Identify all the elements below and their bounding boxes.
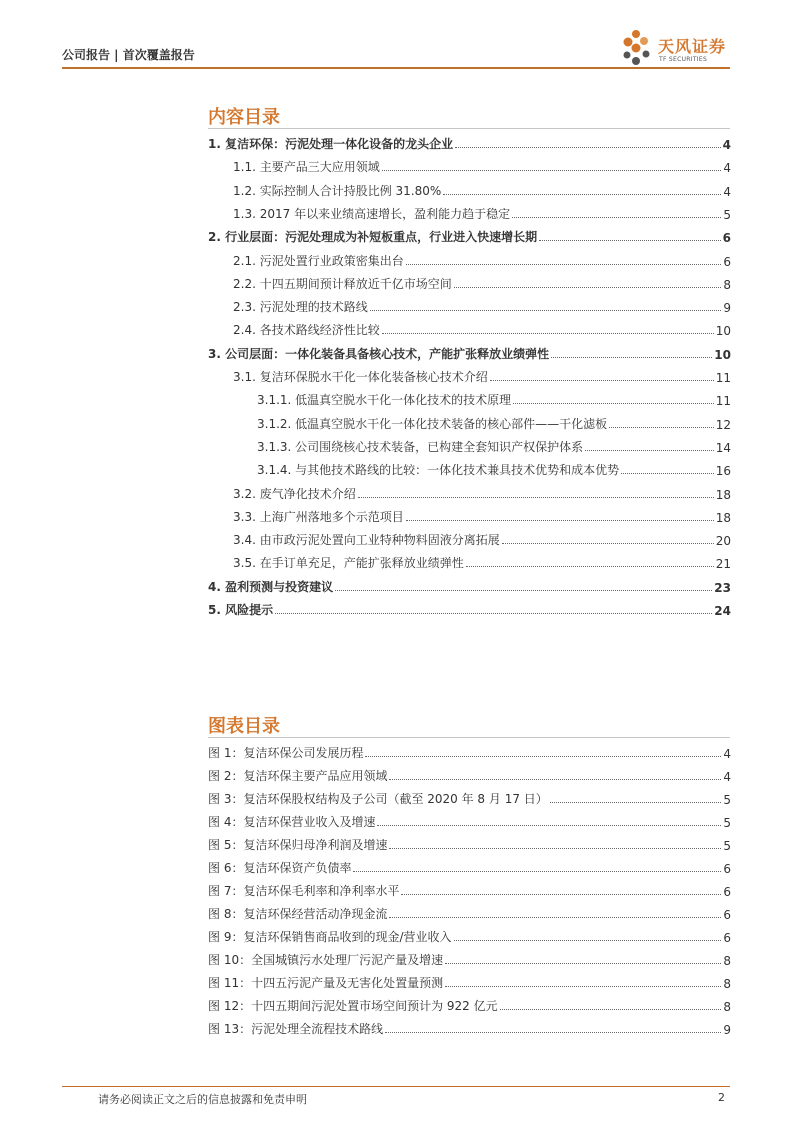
report-type-label: 公司报告 | 首次覆盖报告 [62, 48, 195, 62]
figure-entry[interactable] [208, 904, 731, 922]
figure-entry-page: 5 [723, 816, 731, 830]
toc-leader-dots [585, 450, 714, 451]
toc-entry[interactable] [233, 507, 731, 525]
toc-entry-page: 23 [714, 580, 731, 595]
figure-leader-dots [401, 894, 721, 895]
toc-leader-dots [455, 147, 721, 148]
toc-entry[interactable] [233, 530, 731, 548]
toc-entry-page: 8 [723, 277, 731, 292]
figure-entry-title: 图 10：全国城镇污水处理厂污泥产量及增速 [208, 953, 444, 967]
toc-entry[interactable] [233, 553, 731, 571]
figure-entry-page: 4 [723, 747, 731, 761]
toc-leader-dots [539, 240, 721, 241]
toc-entry-page: 12 [715, 417, 731, 432]
figure-entry[interactable] [208, 766, 731, 784]
figure-entry-page: 8 [723, 954, 731, 968]
figure-leader-dots [445, 986, 721, 987]
toc-entry-title: 1.2. 实际控制人合计持股比例 31.80% [233, 183, 442, 198]
figures-title-underline [208, 737, 730, 738]
toc-entry-page: 14 [715, 440, 731, 455]
figure-entry[interactable] [208, 812, 731, 830]
figure-leader-dots [500, 1009, 722, 1010]
toc-leader-dots [502, 543, 714, 544]
toc-entry[interactable] [233, 367, 731, 385]
toc-entry[interactable] [208, 577, 731, 595]
toc-leader-dots [551, 357, 712, 358]
figure-entry-page: 6 [723, 862, 731, 876]
figure-entry[interactable] [208, 973, 731, 991]
figure-entry[interactable] [208, 881, 731, 899]
figure-leader-dots [365, 756, 721, 757]
toc-leader-dots [406, 520, 714, 521]
toc-leader-dots [621, 473, 714, 474]
toc-leader-dots [275, 613, 712, 614]
toc-entry[interactable] [208, 600, 731, 618]
figure-entry-title: 图 3：复洁环保股权结构及子公司（截至 2020 年 8 月 17 日） [208, 792, 548, 806]
figure-entry[interactable] [208, 1019, 731, 1037]
toc-entry-page: 10 [715, 324, 731, 339]
toc-entry-page: 18 [715, 487, 731, 502]
toc-entry-page: 4 [723, 184, 731, 199]
toc-leader-dots [490, 380, 714, 381]
toc-title: 内容目录 [208, 107, 280, 128]
figure-entry-title: 图 11：十四五污泥产量及无害化处置量预测 [208, 976, 444, 990]
header-divider [62, 67, 730, 69]
toc-entry-page: 6 [723, 254, 731, 269]
figure-entry[interactable] [208, 927, 731, 945]
toc-entry-page: 20 [715, 534, 731, 549]
figure-entry-page: 6 [723, 908, 731, 922]
toc-entry-title: 3.1.4. 与其他技术路线的比较：一体化技术兼具技术优势和成本优势 [257, 463, 620, 478]
figure-entry-page: 4 [723, 770, 731, 784]
figure-entry-title: 图 13：污泥处理全流程技术路线 [208, 1022, 384, 1036]
figure-entry-title: 图 1：复洁环保公司发展历程 [208, 746, 364, 760]
toc-entry-title: 1. 复洁环保：污泥处理一体化设备的龙头企业 [208, 137, 454, 151]
toc-entry-title: 3.5. 在手订单充足，产能扩张释放业绩弹性 [233, 556, 464, 571]
figure-leader-dots [353, 871, 721, 872]
toc-leader-dots [370, 310, 722, 311]
figure-entry-page: 5 [723, 839, 731, 853]
toc-entry-title: 3.4. 由市政污泥处置向工业特种物料固液分离拓展 [233, 533, 500, 548]
figure-entry-page: 6 [723, 885, 731, 899]
toc-entry[interactable] [233, 320, 731, 338]
toc-leader-dots [609, 427, 714, 428]
toc-entry-title: 3.1.1. 低温真空脱水干化一体化技术的技术原理 [257, 393, 512, 408]
toc-entry-title: 3.1. 复洁环保脱水干化一体化装备核心技术介绍 [233, 370, 488, 384]
figure-entry-title: 图 9：复洁环保销售商品收到的现金/营业收入 [208, 930, 452, 944]
toc-entry-title: 4. 盈利预测与投资建议 [208, 579, 334, 594]
logo-mark-icon [622, 28, 656, 68]
toc-entry-title: 2.4. 各技术路线经济性比较 [233, 323, 380, 338]
toc-leader-dots [513, 403, 714, 404]
toc-leader-dots [382, 333, 714, 334]
footer-divider [62, 1086, 730, 1087]
figure-entry-title: 图 6：复洁环保资产负债率 [208, 861, 352, 875]
toc-leader-dots [382, 170, 722, 171]
toc-entry-page: 4 [723, 161, 731, 176]
toc-leader-dots [512, 217, 721, 218]
figure-entry-title: 图 8：复洁环保经营活动净现金流 [208, 907, 388, 921]
page-number: 2 [718, 1091, 725, 1104]
figure-entry-page: 6 [723, 931, 731, 945]
toc-entry-title: 1.3. 2017 年以来业绩高速增长，盈利能力趋于稳定 [233, 206, 511, 221]
toc-entry[interactable] [208, 227, 731, 245]
toc-leader-dots [358, 497, 714, 498]
toc-leader-dots [443, 194, 721, 195]
disclaimer-text: 请务必阅读正文之后的信息披露和免责申明 [98, 1093, 307, 1106]
toc-entry-title: 3. 公司层面：一体化装备具备核心技术，产能扩张释放业绩弹性 [208, 346, 550, 361]
figure-leader-dots [389, 917, 721, 918]
logo-chinese-text: 天风证券 [658, 37, 727, 56]
figure-entry[interactable] [208, 789, 731, 807]
toc-entry-title: 3.3. 上海广州落地多个示范项目 [233, 509, 404, 524]
toc-entry[interactable] [233, 181, 731, 199]
toc-entry-title: 5. 风险提示 [208, 603, 274, 617]
figure-entry[interactable] [208, 996, 731, 1014]
toc-entry-page: 11 [715, 371, 731, 385]
toc-entry-page: 24 [714, 604, 731, 618]
toc-entry-title: 2.1. 污泥处置行业政策密集出台 [233, 253, 404, 268]
toc-entry-title: 2.2. 十四五期间预计释放近千亿市场空间 [233, 276, 452, 291]
figure-entry-title: 图 4：复洁环保营业收入及增速 [208, 815, 376, 829]
toc-entry[interactable] [257, 414, 731, 432]
toc-entry-page: 9 [723, 301, 731, 316]
figure-entry-page: 5 [723, 793, 731, 807]
toc-entry-page: 21 [715, 557, 731, 572]
figure-leader-dots [377, 825, 721, 826]
figure-entry[interactable] [208, 743, 731, 761]
figure-entry-page: 8 [723, 1000, 731, 1014]
toc-entry-title: 1.1. 主要产品三大应用领域 [233, 160, 380, 175]
toc-entry-title: 3.2. 废气净化技术介绍 [233, 486, 356, 501]
toc-entry-page: 11 [715, 394, 731, 409]
toc-entry-page: 18 [715, 510, 731, 525]
figure-leader-dots [389, 779, 721, 780]
toc-entry-page: 6 [722, 231, 731, 246]
toc-entry[interactable] [233, 297, 731, 315]
toc-entry-title: 3.1.2. 低温真空脱水干化一体化技术装备的核心部件——干化滤板 [257, 416, 608, 431]
toc-entry-title: 2.3. 污泥处理的技术路线 [233, 300, 368, 315]
toc-entry[interactable] [208, 344, 731, 362]
logo-english-text: TF SECURITIES [659, 56, 708, 63]
toc-entry-page: 10 [714, 347, 731, 362]
toc-leader-dots [466, 566, 714, 567]
company-logo [622, 28, 732, 68]
toc-entry-page: 5 [723, 207, 731, 222]
toc-title-underline [208, 128, 730, 129]
toc-leader-dots [406, 264, 722, 265]
figure-leader-dots [389, 848, 721, 849]
toc-entry-title: 2. 行业层面：污泥处理成为补短板重点，行业进入快速增长期 [208, 230, 538, 245]
figure-entry[interactable] [208, 858, 731, 876]
figure-leader-dots [445, 963, 721, 964]
figures-title: 图表目录 [208, 716, 280, 737]
toc-leader-dots [335, 590, 712, 591]
toc-entry[interactable] [208, 134, 731, 152]
figure-entry-title: 图 7：复洁环保毛利率和净利率水平 [208, 884, 400, 898]
figure-entry-title: 图 12：十四五期间污泥处置市场空间预计为 922 亿元 [208, 999, 498, 1013]
figure-leader-dots [454, 940, 722, 941]
toc-entry[interactable] [257, 460, 731, 478]
figure-entry-page: 9 [723, 1023, 731, 1037]
toc-entry[interactable] [233, 274, 731, 292]
toc-entry[interactable] [233, 251, 731, 269]
figure-leader-dots [385, 1032, 721, 1033]
toc-entry-page: 4 [722, 138, 731, 152]
toc-entry[interactable] [257, 437, 731, 455]
figure-entry-page: 8 [723, 977, 731, 991]
toc-entry-title: 3.1.3. 公司围绕核心技术装备，已构建全套知识产权保护体系 [257, 439, 584, 454]
figure-leader-dots [550, 802, 722, 803]
toc-entry[interactable] [233, 157, 731, 175]
toc-entry-page: 16 [715, 464, 731, 479]
figure-entry[interactable] [208, 950, 731, 968]
toc-entry[interactable] [233, 484, 731, 502]
toc-entry[interactable] [257, 390, 731, 408]
figure-entry-title: 图 5：复洁环保归母净利润及增速 [208, 838, 388, 852]
toc-leader-dots [454, 287, 722, 288]
figure-entry[interactable] [208, 835, 731, 853]
toc-entry[interactable] [233, 204, 731, 222]
figure-entry-title: 图 2：复洁环保主要产品应用领域 [208, 769, 388, 783]
